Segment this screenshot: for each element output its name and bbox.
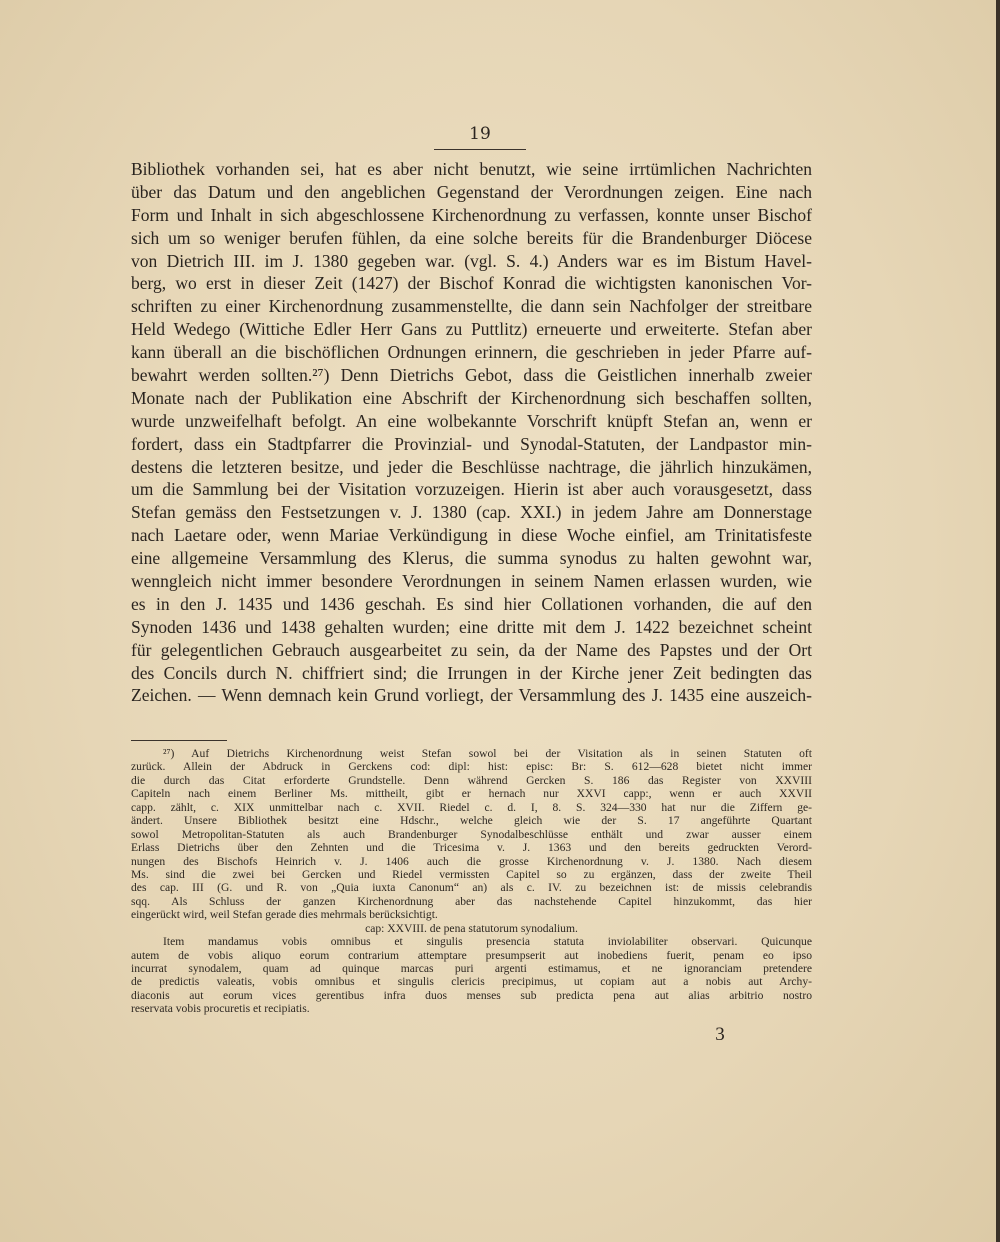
- signature-mark: 3: [715, 1024, 725, 1045]
- footnote-rule: [131, 740, 227, 741]
- footnote-line: ²⁷) Auf Dietrichs Kirchenordnung weist Stefan sowol bei der Visitation als in seinen Statuten oft: [163, 747, 812, 760]
- text-line: bewahrt werden sollten.²⁷) Denn Dietrichs Gebot, dass die Geistlichen innerhalb zweier: [131, 365, 812, 386]
- footnote: [131, 747, 812, 1016]
- text-line: schriften zu einer Kirchenordnung zusammenstellte, die dann sein Nachfolger der streitbare: [131, 296, 812, 317]
- footnote-chapter-heading: cap: XXVIII. de pena statutorum synodalium.: [365, 921, 578, 935]
- footnote-line: autem de vobis aliquo eorum contrarium attemptare presumpserit aut inobediens fuerit, penam eo ipso: [131, 948, 812, 962]
- footnote-line: Capiteln nach einem Berliner Ms. mittheilt, gibt er hernach nur XXVI capp:, wenn er auch XXVII: [131, 787, 812, 801]
- text-line: Bibliothek vorhanden sei, hat es aber nicht benutzt, wie seine irrtümlichen Nachrichten: [131, 159, 812, 179]
- text-line: um die Sammlung bei der Visitation vorzuzeigen. Hierin ist aber auch vorausgesetzt, dass: [131, 479, 812, 500]
- text-line: für gelegentlichen Gebrauch ausgearbeitet zu sein, da der Name des Papstes und der Ort: [131, 639, 812, 660]
- footnote-line: nungen des Bischofs Heinrich v. J. 1406 auch die grosse Kirchenordnung v. J. 1380. Nach diesem: [131, 854, 812, 868]
- footnote-line: Erlass Dietrichs über den Zehnten und die Tricesima v. J. 1363 und den bereits gedruckten Verord-: [131, 841, 812, 855]
- text-line: nach Laetare oder, wenn Mariae Verkündigung in diese Woche einfiel, am Trinitatisfeste: [131, 525, 812, 546]
- footnote-line: reservata vobis procuretis et recipiatis.: [131, 1002, 310, 1016]
- text-line: kann überall an die bischöflichen Ordnungen erinnern, die geschrieben in jeder Pfarre auf-: [131, 342, 812, 363]
- text-line: es in den J. 1435 und 1436 geschah. Es sind hier Collationen vorhanden, die auf den: [131, 593, 812, 614]
- text-line: von Dietrich III. im J. 1380 gegeben war. (vgl. S. 4.) Anders war es im Bistum Havel-: [131, 250, 812, 271]
- text-line: berg, wo erst in dieser Zeit (1427) der Bischof Konrad die wichtigsten kanonischen Vor-: [131, 273, 812, 294]
- footnote-line: de predictis valeatis, vobis omnibus et singulis clericis precipimus, ut copiam aut a nobis aut Archy-: [131, 975, 812, 989]
- footnote-line: capp. zählt, c. XIX unmittelbar nach c. XVII. Riedel c. d. I, 8. S. 324—330 hat nur die Ziffern ge-: [131, 800, 812, 814]
- text-line: Stefan gemäss den Festsetzungen v. J. 1380 (cap. XXI.) in jedem Jahre am Donnerstage: [131, 502, 812, 523]
- text-line: des Concils durch N. chiffriert sind; die Irrungen in der Kirche jener Zeit bedingten das: [131, 662, 812, 683]
- footnote-line: die durch das Citat erforderte Grundstelle. Denn während Gercken S. 186 das Register von XXVIII: [131, 773, 812, 787]
- text-line: sich um so weniger berufen fühlen, da eine solche bereits für die Brandenburger Diöcese: [131, 227, 812, 248]
- page-number: 19: [469, 124, 491, 144]
- footnote-line: diaconis aut eorum vices gerentibus infra duos menses sub predicta pena aut alias arbitrio nostro: [131, 988, 812, 1002]
- text-line: fordert, dass ein Stadtpfarrer die Provinzial- und Synodal-Statuten, der Landpastor min-: [131, 433, 812, 454]
- header-rule: [434, 149, 526, 150]
- text-line: wenngleich nicht immer besondere Verordnungen in seinem Namen erlassen wurden, wie: [131, 571, 812, 592]
- text-line: wurde unzweifelhaft befolgt. An eine wolbekannte Vorschrift knüpft Stefan an, wenn er: [131, 410, 812, 431]
- text-line: eine allgemeine Versammlung des Klerus, die summa synodus zu halten gewohnt war,: [131, 548, 812, 569]
- main-text: [131, 158, 812, 707]
- text-line: Form und Inhalt in sich abgeschlossene Kirchenordnung zu verfassen, konnte unser Bischof: [131, 204, 812, 225]
- text-line: über das Datum und den angeblichen Gegenstand der Verordnungen zeigen. Eine nach: [131, 181, 812, 202]
- text-line: Zeichen. — Wenn demnach kein Grund vorliegt, der Versammlung des J. 1435 eine auszeich-: [131, 685, 812, 706]
- text-line: Monate nach der Publikation eine Abschrift der Kirchenordnung sich beschaffen sollten,: [131, 387, 812, 408]
- footnote-line: incurrat synodalem, quam ad quinque marcas puri argenti estimamus, et ne ignoranciam pretendere: [131, 962, 812, 975]
- footnote-line: sqq. Als Schluss der ganzen Kirchenordnung aber das nachstehende Capitel hinzukommt, das hier: [131, 894, 812, 908]
- footnote-line: sowol Metropolitan-Statuten als auch Brandenburger Synodalbeschlüsse enthält und zwar ausser einem: [131, 827, 812, 841]
- footnote-line: Item mandamus vobis omnibus et singulis presencia statuta inviolabiliter observari. Quicunque: [163, 935, 812, 949]
- footnote-line: des cap. III (G. und R. von „Quia iuxta Canonum“ an) als c. IV. zu bezeichnen ist: de missis celebrandis: [131, 881, 812, 895]
- footnote-line: Ms. sind die zwei bei Gercken und Riedel vermissten Capitel so zu ergänzen, dass der zweite Theil: [131, 867, 812, 881]
- footnote-line: zurück. Allein der Abdruck in Gerckens cod: dipl: hist: episc: Br: S. 612—628 bietet nicht immer: [131, 760, 812, 774]
- page-edge: [996, 0, 1000, 1242]
- text-line: Held Wedego (Wittiche Edler Herr Gans zu Puttlitz) erneuerte und erweiterte. Stefan aber: [131, 319, 812, 340]
- text-line: destens die letzteren besitze, und jeder die Beschlüsse nachtrage, die jährlich hinzukämen,: [131, 456, 812, 477]
- text-line: Synoden 1436 und 1438 gehalten wurden; eine dritte mit dem J. 1422 bezeichnet scheint: [131, 616, 812, 637]
- footnote-line: eingerückt wird, weil Stefan gerade dies mehrmals berücksichtigt.: [131, 908, 438, 922]
- footnote-line: ändert. Unsere Bibliothek besitzt eine Hdschr., welche gleich wie der S. 17 angeführte Quartant: [131, 814, 812, 828]
